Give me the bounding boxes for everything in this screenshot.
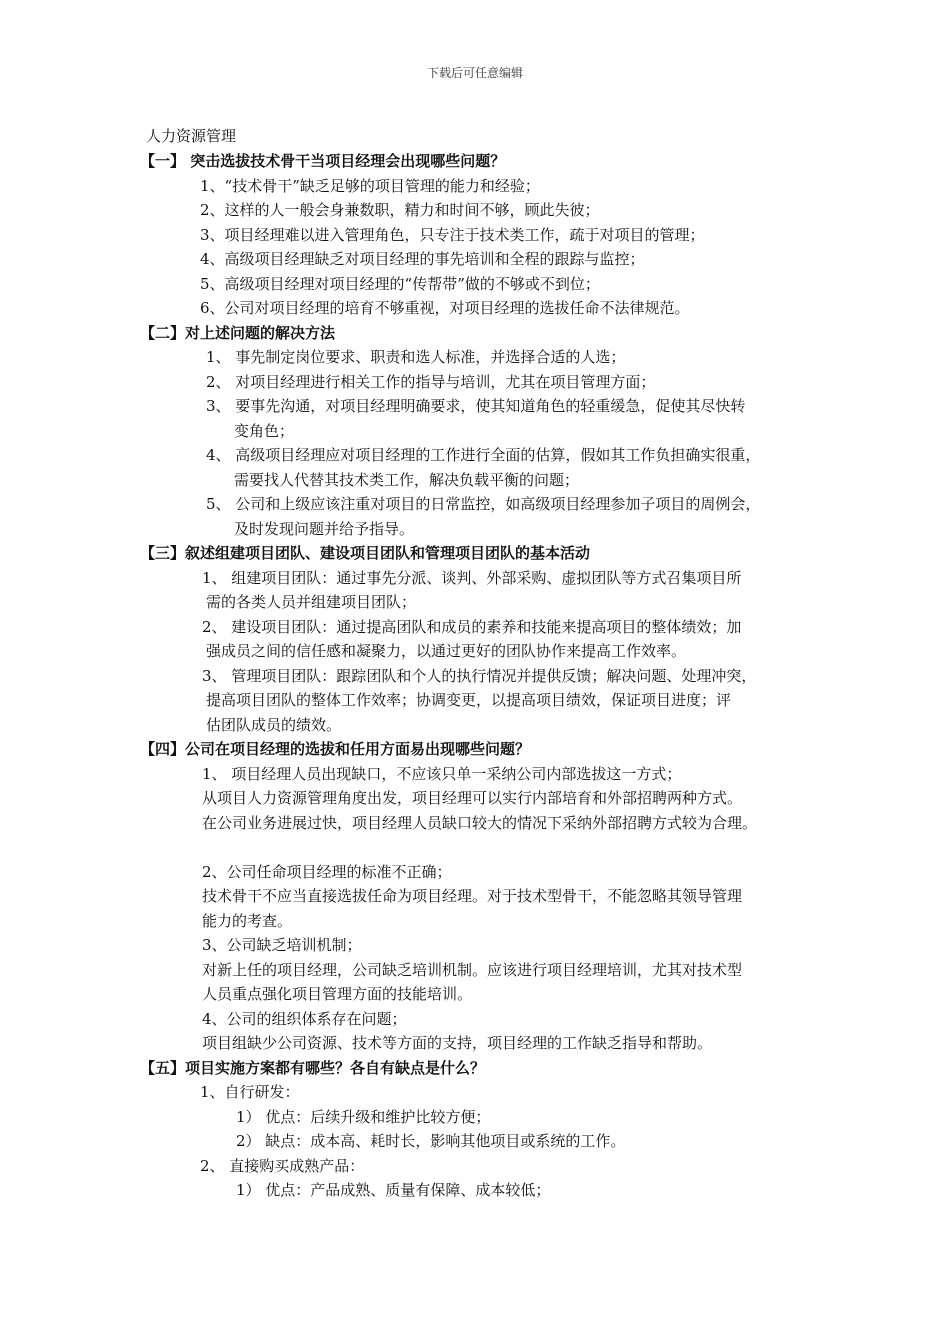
document-body (140, 149, 826, 1203)
list-item-text: 5、 公司和上级应该注重对项目的日常监控，如高级项目经理参加子项目的周例会， (206, 495, 761, 513)
list-item: 1、“技术骨干”缺乏足够的项目管理的能力和经验； (200, 176, 540, 195)
list-item: 6、公司对项目经理的培育不够重视，对项目经理的选拔任命不法律规范。 (200, 299, 690, 317)
list-item-text: 2、 建设项目团队：通过提高团队和成员的素养和技能来提高项目的整体绩效；加 (202, 617, 742, 636)
list-item (146, 345, 826, 370)
list-item-text: 1、 组建项目团队：通过事先分派、谈判、外部采购、虚拟团队等方式召集项目所 (202, 568, 742, 587)
list-item: 3、项目经理难以进入管理角色，只专注于技术类工作，疏于对项目的管理； (200, 225, 705, 244)
paragraph-line: 3、公司缺乏培训机制； (202, 936, 362, 954)
sub-list-item: 2） 缺点：成本高、耗时长，影响其他项目或系统的工作。 (236, 1132, 626, 1150)
section-5-heading: 【五】项目实施方案都有哪些？各自有缺点是什么？ (140, 1058, 486, 1077)
list-item-continuation: 及时发现问题并给予指导。 (234, 519, 415, 538)
document-title: 人力资源管理 (146, 127, 237, 145)
paragraph-line: 技术骨干不应当直接选拔任命为项目经理。对于技术型骨干，不能忽略其领导管理 (202, 887, 743, 905)
list-item-continuation: 需的各类人员并组建项目团队； (206, 593, 417, 611)
list-item (146, 370, 826, 395)
list-item: 2、 直接购买成熟产品： (200, 1156, 365, 1175)
paragraph-line: 2、公司任命项目经理的标准不正确； (202, 862, 452, 881)
paragraph-line: 从项目人力资源管理角度出发，项目经理可以实行内部培育和外部招聘两种方式。 (202, 789, 743, 807)
list-item-continuation: 变角色； (234, 421, 295, 440)
list-item: 4、高级项目经理缺乏对项目经理的事先培训和全程的跟踪与监控； (200, 250, 645, 268)
list-item-text: 3、 要事先沟通，对项目经理明确要求，使其知道角色的轻重缓急，促使其尽快转 (206, 397, 746, 415)
list-item (146, 443, 826, 492)
sub-list-item: 1） 优点：后续升级和维护比较方便； (236, 1107, 491, 1126)
list-item (146, 492, 826, 541)
list-item (146, 394, 826, 443)
section-2-heading: 【二】对上述问题的解决方法 (140, 323, 336, 342)
paragraph-line: 人员重点强化项目管理方面的技能培训。 (202, 985, 473, 1003)
list-item: 1、自行研发： (200, 1083, 300, 1101)
paragraph-line: 1、 项目经理人员出现缺口，不应该只单一采纳公司内部选拔这一方式； (202, 764, 682, 783)
section-1-heading: 【一】 突击选拔技术骨干当项目经理会出现哪些问题？ (140, 152, 506, 170)
list-item-text: 4、 高级项目经理应对项目经理的工作进行全面的估算，假如其工作负担确实很重， (206, 446, 761, 464)
paragraph-line: 项目组缺少公司资源、技术等方面的支持，项目经理的工作缺乏指导和帮助。 (202, 1034, 713, 1052)
list-item: 5、高级项目经理对项目经理的“传帮带”做的不够或不到位； (200, 274, 600, 293)
paragraph-line: 对新上任的项目经理，公司缺乏培训机制。应该进行项目经理培训，尤其对技术型 (202, 960, 743, 979)
list-item-continuation: 强成员之间的信任感和凝聚力，以通过更好的团队协作来提高工作效率。 (206, 642, 687, 660)
page-header: 下载后可任意编辑 (426, 66, 523, 80)
sub-list-item: 1） 优点：产品成熟、质量有保障、成本较低； (236, 1181, 551, 1199)
section-3-heading: 【三】叙述组建项目团队、建设项目团队和管理项目团队的基本活动 (140, 544, 591, 562)
list-item-continuation: 需要找人代替其技术类工作，解决负载平衡的问题； (234, 470, 580, 489)
section-4-heading: 【四】公司在项目经理的选拔和任用方面易出现哪些问题？ (140, 740, 531, 758)
list-item (146, 566, 826, 615)
list-item-text: 2、 对项目经理进行相关工作的指导与培训，尤其在项目管理方面； (206, 372, 656, 391)
paragraph-line: 4、公司的组织体系存在问题； (202, 1009, 407, 1028)
list-item-continuation: 估团队成员的绩效。 (206, 715, 342, 734)
paragraph-line: 在公司业务进展过快，项目经理人员缺口较大的情况下采纳外部招聘方式较为合理。 (202, 813, 758, 832)
paragraph-line: 能力的考查。 (202, 911, 293, 930)
list-item (146, 615, 826, 664)
blank-line (146, 835, 826, 860)
list-item: 2、这样的人一般会身兼数职，精力和时间不够，顾此失彼； (200, 201, 600, 219)
list-item-text: 1、 事先制定岗位要求、职责和选人标准，并选择合适的人选； (206, 348, 626, 366)
list-item (146, 664, 826, 738)
list-item-continuation: 提高项目团队的整体工作效率；协调变更，以提高项目绩效，保证项目进度；评 (206, 691, 732, 709)
list-item-text: 3、 管理项目团队：跟踪团队和个人的执行情况并提供反馈；解决问题、处理冲突， (202, 666, 757, 685)
